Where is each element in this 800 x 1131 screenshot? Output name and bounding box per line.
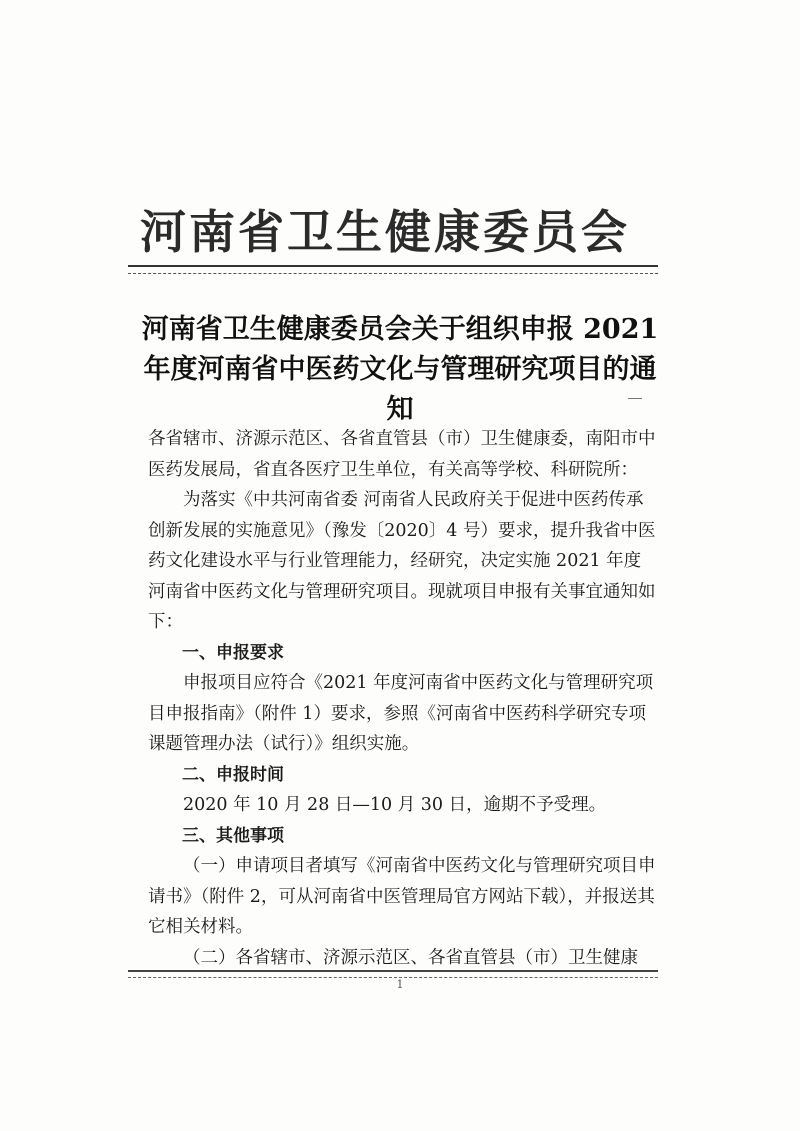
page-number: 1 xyxy=(396,978,404,991)
section-1-paragraph: 申报项目应符合《2021 年度河南省中医药文化与管理研究项目申报指南》（附件 1）要求，参照《河南省中医药科学研究专项课题管理办法（试行）》组织实施。 xyxy=(148,673,654,754)
section-3-item-1: （一）申请项目者填写《河南省中医药文化与管理研究项目申请书》（附件 2，可从河南省中医管理局官方网站下载），并报送其它相关材料。 xyxy=(148,856,656,937)
notice-title: 河南省卫生健康委员会关于组织申报 2021 年度河南省中医药文化与管理研究项目的通知 xyxy=(141,314,659,425)
section-2-heading: 二、申报时间 xyxy=(182,764,284,785)
footer-divider xyxy=(128,970,658,978)
notice-body xyxy=(148,424,658,973)
section-1-heading: 一、申报要求 xyxy=(182,642,284,663)
section-3-heading: 三、其他事项 xyxy=(182,825,284,846)
letterhead-divider xyxy=(128,265,658,274)
addressee-paragraph: 各省辖市、济源示范区、各省直管县（市）卫生健康委，南阳市中医药发展局，省直各医疗卫生单位，有关高等学校、科研院所： xyxy=(148,429,656,480)
letterhead-org-name: 河南省卫生健康委员会 xyxy=(140,205,630,259)
section-3-item-2: （二）各省辖市、济源示范区、各省直管县（市）卫生健康 xyxy=(183,947,638,968)
section-2-paragraph: 2020 年 10 月 28 日—10 月 30 日，逾期不予受理。 xyxy=(183,795,607,815)
intro-paragraph: 为落实《中共河南省委 河南省人民政府关于促进中医药传承创新发展的实施意见》（豫发〔2020〕4 号）要求，提升我省中医药文化建设水平与行业管理能力，经研究，决定实施 2021 年度河南省中医药文化与管理研究项目。现就项目申报有关事宜通知如下： xyxy=(148,490,656,632)
scan-mark xyxy=(628,398,642,399)
